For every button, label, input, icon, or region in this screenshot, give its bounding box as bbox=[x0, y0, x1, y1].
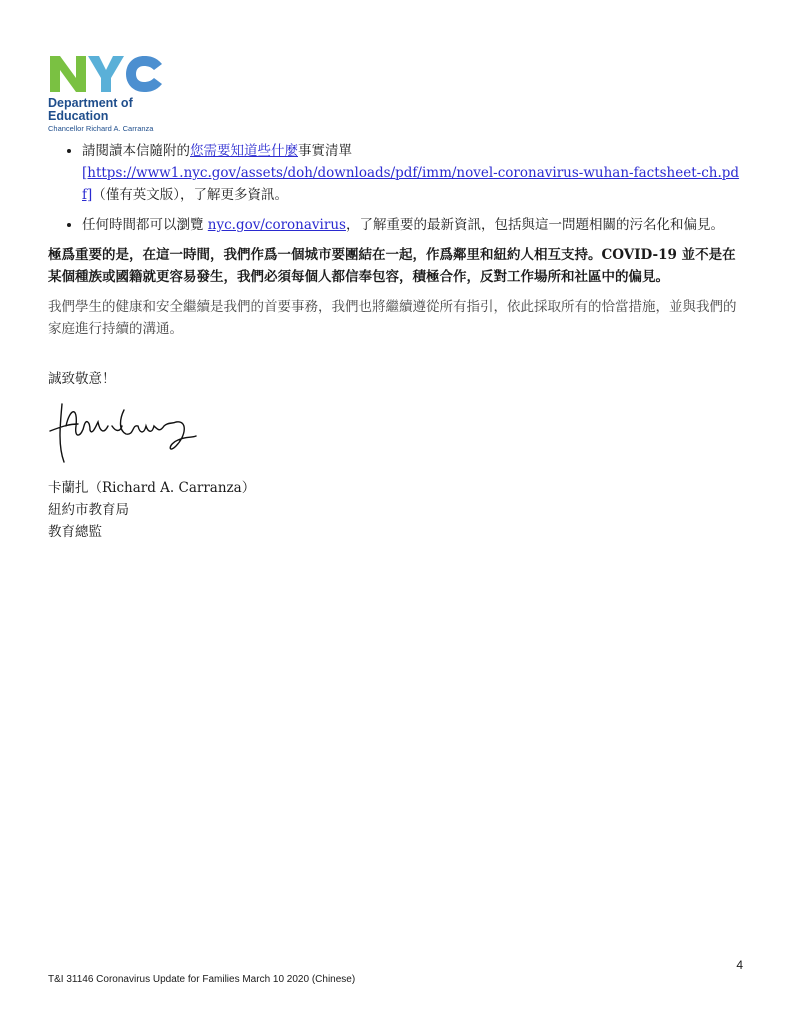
page-number: 4 bbox=[736, 958, 743, 972]
signer-title: 教育總監 bbox=[48, 524, 102, 540]
bold-paragraph: 極爲重要的是，在這一時間，我們作爲一個城市要團結在一起，作爲鄰里和紐約人相互支持。COVID-19 並不是在某個種族或國籍就更容易發生，我們必須每個人都信奉包容，積極合作，反對工作場所和社區中的偏見。 bbox=[48, 247, 736, 285]
coronavirus-link[interactable]: nyc.gov/coronavirus bbox=[207, 217, 346, 233]
bullet-list bbox=[48, 140, 748, 236]
letter-body bbox=[48, 140, 748, 543]
department-name: Department of Education bbox=[48, 96, 133, 123]
list-item: • 請閱讀本信隨附的您需要知道些什麼事實清單 [https://www1.nyc.gov/assets/doh/downloads/pdf/imm/novel-coronavirus-wuhan-factsheet-ch.pdf]（僅有英文版），了解更多資訊。 bbox=[82, 140, 748, 206]
signer-name: 卡蘭扎（Richard A. Carranza） bbox=[48, 480, 256, 496]
factsheet-link[interactable]: 您需要知道些什麼 bbox=[190, 143, 298, 159]
signature-image bbox=[48, 396, 748, 473]
nyc-doe-logo bbox=[48, 54, 188, 133]
signer-org: 紐約市教育局 bbox=[48, 502, 129, 518]
signature-block bbox=[48, 477, 748, 543]
body-paragraph: 我們學生的健康和安全繼續是我們的首要事務，我們也將繼續遵從所有指引，依此採取所有的恰當措施，並與我們的家庭進行持續的溝通。 bbox=[48, 299, 737, 337]
list-item: • 任何時間都可以瀏覽 nyc.gov/coronavirus，了解重要的最新資訊，包括與這一問題相關的污名化和偏見。 bbox=[82, 214, 748, 236]
chancellor-name: Chancellor Richard A. Carranza bbox=[48, 124, 154, 133]
factsheet-url-link[interactable]: [https://www1.nyc.gov/assets/doh/downloads/pdf/imm/novel-coronavirus-wuhan-factsheet-ch.pdf] bbox=[82, 165, 740, 203]
closing-line: 誠致敬意！ bbox=[48, 371, 116, 387]
nyc-logo-mark bbox=[48, 54, 164, 94]
footer-text: T&I 31146 Coronavirus Update for Families March 10 2020 (Chinese) bbox=[48, 974, 356, 985]
